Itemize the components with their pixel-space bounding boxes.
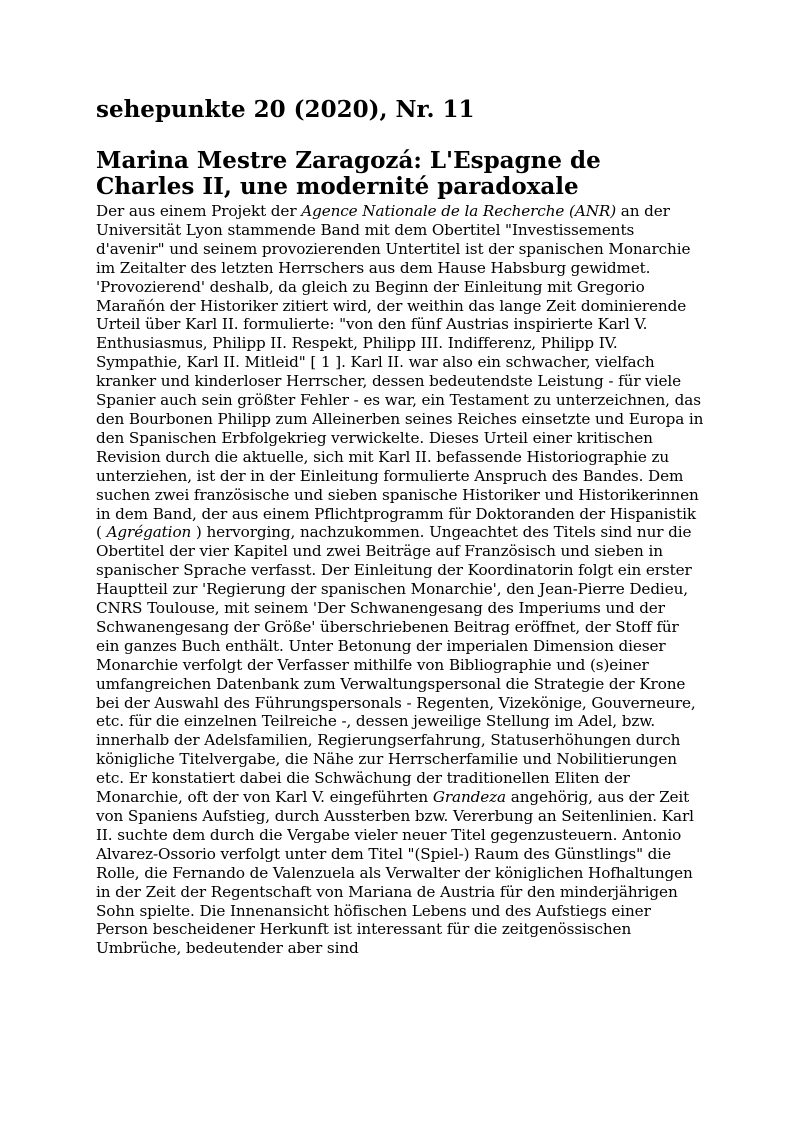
body-italic-anr: Agence Nationale de la Recherche (ANR) (301, 202, 617, 220)
body-italic-grandeza: Grandeza (432, 788, 507, 807)
body-text-segment-3: ) hervorging, nachzukommen. Ungeachtet des Titels sind nur die Obertitel der vier Kapitel und zwei Beiträge auf Französisch und sieben in spanischer Sprache verfasst. Der Einleitung der Koordinatorin folgt ein erster Hauptteil zur 'Regierung der spanischen Monarchie', den Jean-Pierre Dedieu, CNRS Toulouse, mit seinem 'Der Schwanengesang des Imperiums und der Schwanengesang der Größe' überschriebenen Beitrag eröffnet, der Stoff für ein ganzes Buch enthält. Unter Betonung der imperialen Dimension dieser Monarchie verfolgt der Verfasser mithilfe von Bibliographie und (s)einer umfangreichen Datenbank zum Verwaltungspersonal die Strategie der Krone bei der Auswahl des Führungspersonals - Regenten, Vizekönige, Gouverneure, etc. für die einzelnen Teilreiche -, dessen jeweilige Stellung im Adel, bzw. innerhalb der Adelsfamilien, Regierungserfahrung, Statuserhöhungen durch königliche Titelvergabe, die Nähe zur Herrscherfamilie und Nobilitierungen etc. Er konstatiert dabei die Schwächung der traditionellen Eliten der Monarchie, oft der von Karl V. eingeführten (96, 523, 696, 807)
review-body-paragraph (96, 202, 704, 958)
body-text-segment-1: Der aus einem Projekt der (96, 202, 302, 220)
body-text-segment-4: angehörig, aus der Zeit von Spaniens Aufstieg, durch Aussterben bzw. Vererbung an Seitenlinien. Karl II. suchte dem durch die Vergabe vieler neuer Titel gegenzusteuern. Antonio Alvarez-Ossorio verfolgt unter dem Titel "(Spiel-) Raum des Günstlings" die Rolle, die Fernando de Valenzuela als Verwalter der königlichen Hofhaltungen in der Zeit der Regentschaft von Mariana de Austria für den minderjährigen Sohn spielte. Die Innenansicht höfischen Lebens und des Aufstiegs einer Person bescheidener Herkunft ist interessant für die zeitgenössischen Umbrüche, bedeutender aber sind (96, 788, 694, 958)
body-italic-agregation: Agrégation (106, 523, 192, 542)
review-title: Marina Mestre Zaragozá: L'Espagne de Charles II, une modernité paradoxale (96, 147, 601, 200)
body-text-segment-2: an der Universität Lyon stammende Band mit dem Obertitel "Investissements d'avenir" und seinem provozierenden Untertitel ist der spanischen Monarchie im Zeitalter des letzten Herrschers aus dem Hause Habsburg gewidmet. 'Provozierend' deshalb, da gleich zu Beginn der Einleitung mit Gregorio Marañón der Historiker zitiert wird, der weithin das lange Zeit dominierende Urteil über Karl II. formulierte: "von den fünf Austrias inspirierte Karl V. Enthusiasmus, Philipp II. Respekt, Philipp III. Indifferenz, Philipp IV. Sympathie, Karl II. Mitleid" [ 1 ]. Karl II. war also ein schwacher, vielfach kranker und kinderloser Herrscher, dessen bedeutendste Leistung - für viele Spanier auch sein größter Fehler - es war, ein Testament zu unterzeichnen, das den Bourbonen Philipp zum Alleinerben seines Reiches einsetzte und Europa in den Spanischen Erbfolgekrieg verwickelte. Dieses Urteil einer kritischen Revision durch die aktuelle, sich mit Karl II. befassende Historiographie zu unterziehen, ist der in der Einleitung formulierte Anspruch des Bandes. Dem suchen zwei französische und sieben spanische Historiker und Historikerinnen in dem Band, der aus einem Pflichtprogramm für Doktoranden der Hispanistik ( (96, 202, 704, 542)
document-page (96, 96, 704, 958)
journal-heading: sehepunkte 20 (2020), Nr. 11 (96, 96, 475, 123)
